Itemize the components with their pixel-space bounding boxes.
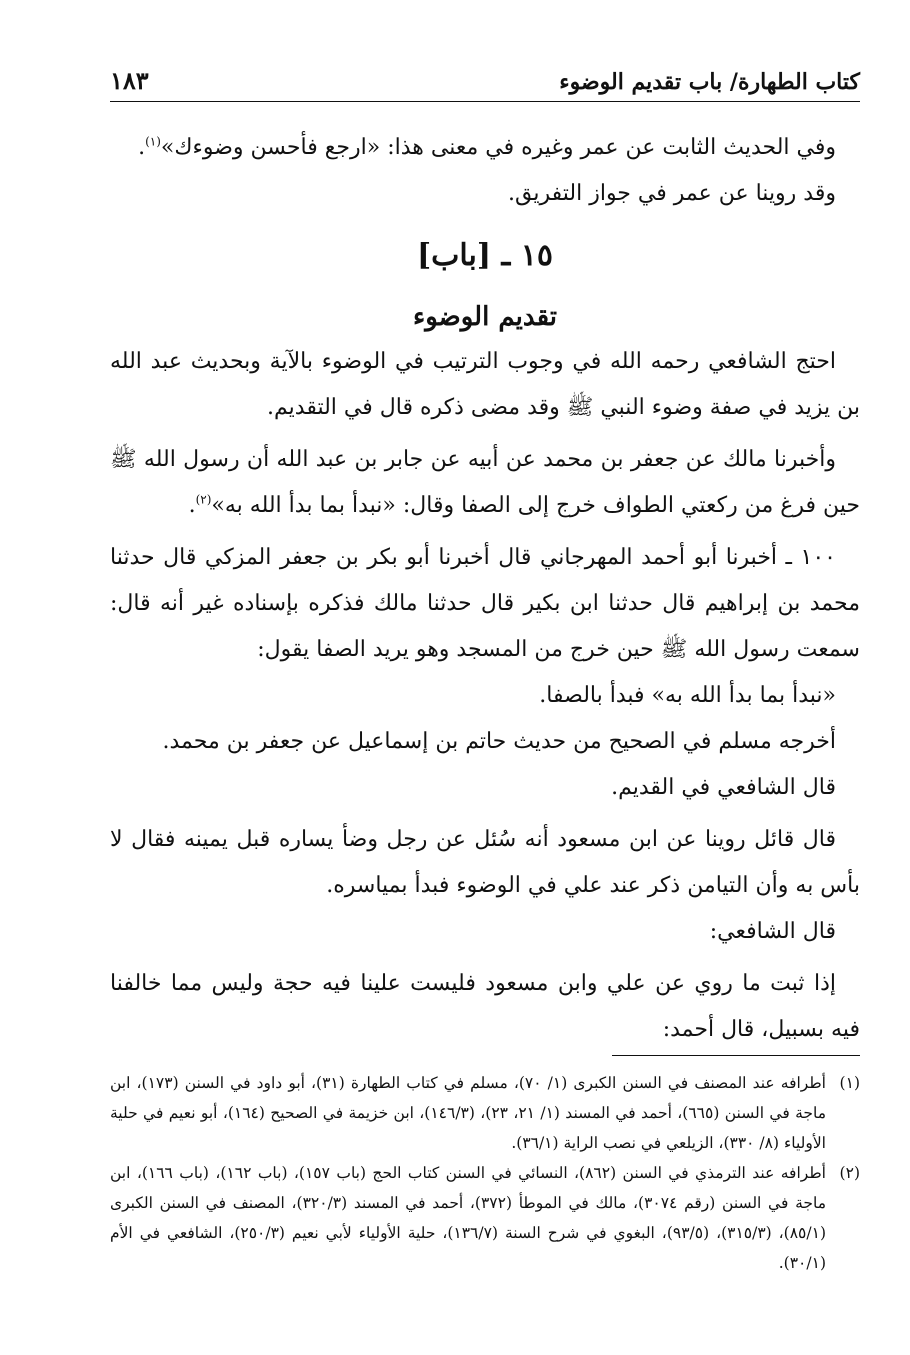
footnote-2 <box>110 1158 860 1278</box>
paragraph-4 <box>110 437 860 529</box>
main-text <box>110 125 860 1053</box>
footnote-1 <box>110 1068 860 1158</box>
footnote-1-mark: (١) <box>839 1074 860 1092</box>
paragraph-7: أخرجه مسلم في الصحيح من حديث حاتم بن إسماعيل عن جعفر بن محمد. <box>162 729 836 754</box>
chapter-title: ١٥ ـ [باب] <box>416 238 554 273</box>
paragraph-9: قال قائل روينا عن ابن مسعود أنه سُئل عن رجل وضأ يساره قبل يمينه فقال لا بأس به وأن التيامن ذكر عند علي في الوضوء فبدأ بمياسره. <box>110 827 860 898</box>
footnote-2-mark: (٢) <box>839 1164 860 1182</box>
footnote-1-text: أطرافه عند المصنف في السنن الكبرى (١/ ٧٠)، مسلم في كتاب الطهارة (٣١)، أبو داود في السنن (١٧٣)، ابن ماجة في السنن (٦٦٥)، أحمد في المسند (١/ ٢١، ٢٣)، (١٤٦/٣)، ابن خزيمة في الصحيح (١٦٤)، أبو نعيم في حلية الأولياء (٨/ ٣٣٠)، الزيلعي في نصب الراية (٣٦/١). <box>110 1074 826 1152</box>
footnotes <box>110 1068 860 1278</box>
chapter-subtitle: تقديم الوضوء <box>413 302 557 332</box>
paragraph-4-end: . <box>188 493 196 518</box>
paragraph-1-end: . <box>138 135 146 160</box>
running-header <box>110 62 860 102</box>
page-number: ١٨٣ <box>110 66 149 95</box>
footnote-2-text: أطرافه عند الترمذي في السنن (٨٦٢)، النسائي في السنن كتاب الحج (باب ١٥٧)، (باب ١٦٢)، (باب ١٦٦)، ابن ماجة في السنن (رقم ٣٠٧٤)، مالك في الموطأ (٣٧٢)، أحمد في المسند (٣٢٠/٣)، المصنف في السنن الكبرى (٨٥/١)، (٣١٥/٣)، (٩٣/٥)، البغوي في شرح السنة (١٣٦/٧)، حلية الأولياء لأبي نعيم (٢٥٠/٣)، الشافعي في الأم (٣٠/١). <box>110 1164 827 1272</box>
footnote-divider <box>612 1055 860 1056</box>
footnote-ref-1: (١) <box>145 134 161 149</box>
paragraph-10: قال الشافعي: <box>709 919 836 944</box>
paragraph-2: وقد روينا عن عمر في جواز التفريق. <box>508 181 836 206</box>
hadith-100: ١٠٠ ـ أخبرنا أبو أحمد المهرجاني قال أخبرنا أبو بكر بن جعفر المزكي قال حدثنا محمد بن إبراهيم قال حدثنا ابن بكير قال حدثنا مالك فذكره بإسناده غير أنه قال: سمعت رسول الله ﷺ حين خرج من المسجد وهو يريد الصفا يقول: <box>110 545 860 662</box>
paragraph-1-text: وفي الحديث الثابت عن عمر وغيره في معنى هذا: «ارجع فأحسن وضوءك» <box>160 135 836 160</box>
paragraph-4-text: وأخبرنا مالك عن جعفر بن محمد عن أبيه عن جابر بن عبد الله أن رسول الله ﷺ حين فرغ من ركعتي الطواف خرج إلى الصفا وقال: «نبدأ بما بدأ الله به» <box>110 447 860 518</box>
paragraph-3: احتج الشافعي رحمه الله في وجوب الترتيب في الوضوء بالآية وبحديث عبد الله بن يزيد في صفة وضوء النبي ﷺ وقد مضى ذكره قال في التقديم. <box>110 349 860 420</box>
running-title: كتاب الطهارة/ باب تقديم الوضوء <box>559 69 860 95</box>
paragraph-6: «نبدأ بما بدأ الله به» فبدأ بالصفا. <box>539 683 836 708</box>
paragraph-1 <box>110 125 860 171</box>
paragraph-11: إذا ثبت ما روي عن علي وابن مسعود فليست علينا فيه حجة وليس مما خالفنا فيه بسبيل، قال أحمد: <box>110 971 860 1042</box>
footnote-ref-2: (٢) <box>195 492 212 507</box>
paragraph-8: قال الشافعي في القديم. <box>611 775 836 800</box>
